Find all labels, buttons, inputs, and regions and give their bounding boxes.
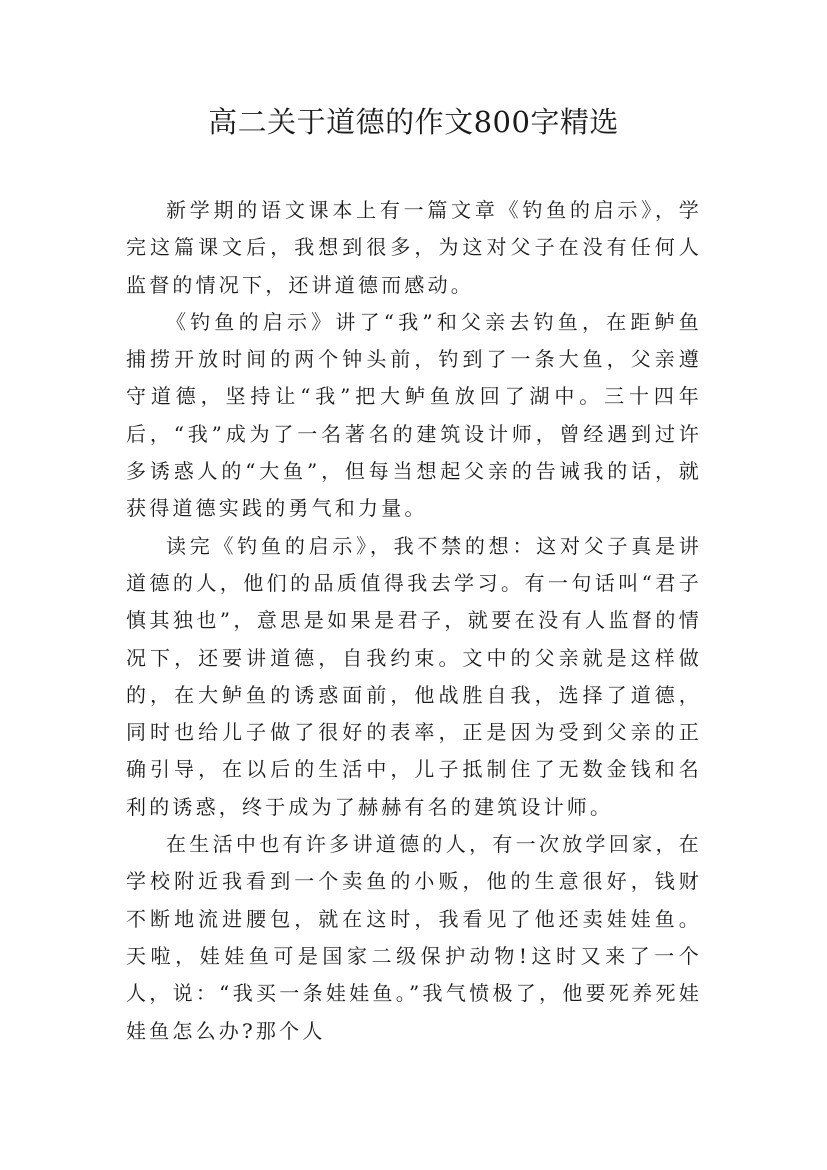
paragraph-2: 《钓鱼的启示》讲了“我”和父亲去钓鱼，在距鲈鱼捕捞开放时间的两个钟头前，钓到了一条大鱼，父亲遵守道德，坚持让“我”把大鲈鱼放回了湖中。三十四年后，“我”成为了一名著名的建筑设计师，曾经遇到过许多诱惑人的“大鱼”，但每当想起父亲的告诫我的话，就获得道德实践的勇气和力量。 (126, 309, 702, 521)
document-title: 高二关于道德的作文800字精选 (208, 105, 619, 139)
paragraph-4: 在生活中也有许多讲道德的人，有一次放学回家，在学校附近我看到一个卖鱼的小贩，他的生意很好，钱财不断地流进腰包，就在这时，我看见了他还卖娃娃鱼。天啦，娃娃鱼可是国家二级保护动物!这时又来了一个人，说：“我买一条娃娃鱼。”我气愤极了，他要死养死娃娃鱼怎么办?那个人 (126, 832, 702, 1043)
paragraph-3: 读完《钓鱼的启示》，我不禁的想：这对父子真是讲道德的人，他们的品质值得我去学习。有一句话叫“君子慎其独也”，意思是如果是君子，就要在没有人监督的情况下，还要讲道德，自我约束。文中的父亲就是这样做的，在大鲈鱼的诱惑面前，他战胜自我，选择了道德，同时也给儿子做了很好的表率，正是因为受到父亲的正确引导，在以后的生活中，儿子抵制住了无数金钱和名利的诱惑，终于成为了赫赫有名的建筑设计师。 (126, 533, 702, 819)
paragraph-1: 新学期的语文课本上有一篇文章《钓鱼的启示》，学完这篇课文后，我想到很多，为这对父子在没有任何人监督的情况下，还讲道德而感动。 (126, 198, 702, 297)
document-body (126, 192, 702, 1050)
